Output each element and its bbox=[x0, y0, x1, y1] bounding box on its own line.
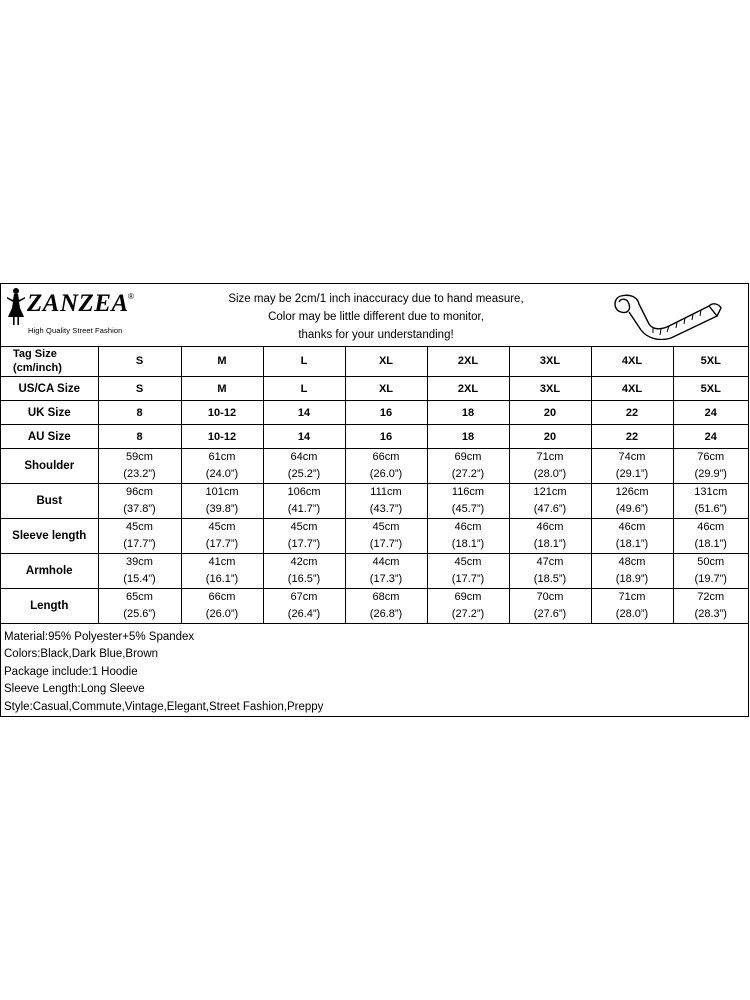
woman-silhouette-icon bbox=[5, 286, 27, 326]
table-cell: 46cm (18.1”) bbox=[591, 519, 673, 554]
table-cell: 2XL bbox=[427, 346, 509, 377]
table-cell: 72cm (28.3”) bbox=[673, 589, 748, 624]
table-cell: 69cm (27.2”) bbox=[427, 589, 509, 624]
table-cell: 44cm (17.3”) bbox=[345, 554, 427, 589]
table-cell: 47cm (18.5”) bbox=[509, 554, 591, 589]
table-row bbox=[1, 519, 748, 554]
table-cell: 2XL bbox=[427, 377, 509, 401]
table-cell: 4XL bbox=[591, 346, 673, 377]
brand-logo bbox=[5, 286, 155, 342]
table-cell: 59cm (23.2”) bbox=[98, 449, 181, 484]
table-cell: 50cm (19.7”) bbox=[673, 554, 748, 589]
table-row bbox=[1, 589, 748, 624]
table-cell: M bbox=[181, 377, 263, 401]
table-cell: 65cm (25.6”) bbox=[98, 589, 181, 624]
table-cell: 8 bbox=[98, 425, 181, 449]
table-cell: 101cm (39.8”) bbox=[181, 484, 263, 519]
table-cell: 22 bbox=[591, 401, 673, 425]
notice-line: Color may be little different due to monitor, bbox=[268, 311, 484, 323]
table-cell: 10-12 bbox=[181, 425, 263, 449]
table-cell: 45cm (17.7”) bbox=[98, 519, 181, 554]
size-table bbox=[1, 346, 748, 624]
table-cell: M bbox=[181, 346, 263, 377]
table-cell: 24 bbox=[673, 425, 748, 449]
table-cell: 66cm (26.0”) bbox=[181, 589, 263, 624]
table-cell: 18 bbox=[427, 425, 509, 449]
table-cell: 16 bbox=[345, 425, 427, 449]
table-cell: S bbox=[98, 377, 181, 401]
measurement-notice bbox=[191, 290, 561, 344]
table-cell: 45cm (17.7”) bbox=[345, 519, 427, 554]
table-cell: 22 bbox=[591, 425, 673, 449]
table-cell: 42cm (16.5”) bbox=[263, 554, 345, 589]
row-label: Armhole bbox=[1, 554, 98, 589]
table-cell: 18 bbox=[427, 401, 509, 425]
table-cell: 46cm (18.1”) bbox=[427, 519, 509, 554]
row-label: Length bbox=[1, 589, 98, 624]
table-cell: 14 bbox=[263, 401, 345, 425]
row-label: Sleeve length bbox=[1, 519, 98, 554]
table-cell: 68cm (26.8”) bbox=[345, 589, 427, 624]
brand-name: ZANZEA bbox=[27, 290, 129, 317]
table-cell: 8 bbox=[98, 401, 181, 425]
table-cell: 131cm (51.6”) bbox=[673, 484, 748, 519]
detail-line: Package include:1 Hoodie bbox=[4, 665, 138, 678]
table-cell: 5XL bbox=[673, 346, 748, 377]
table-cell: 41cm (16.1”) bbox=[181, 554, 263, 589]
row-label: Tag Size (cm/inch) bbox=[1, 346, 98, 377]
row-label: US/CA Size bbox=[1, 377, 98, 401]
header-band bbox=[1, 284, 748, 347]
table-cell: 96cm (37.8”) bbox=[98, 484, 181, 519]
row-label: Shoulder bbox=[1, 449, 98, 484]
notice-line: thanks for your understanding! bbox=[298, 329, 454, 341]
detail-line: Style:Casual,Commute,Vintage,Elegant,Street Fashion,Preppy bbox=[4, 700, 324, 713]
table-cell: 71cm (28.0”) bbox=[591, 589, 673, 624]
row-label: AU Size bbox=[1, 425, 98, 449]
table-cell: 76cm (29.9”) bbox=[673, 449, 748, 484]
table-cell: 46cm (18.1”) bbox=[509, 519, 591, 554]
table-cell: 45cm (17.7”) bbox=[181, 519, 263, 554]
detail-line: Material:95% Polyester+5% Spandex bbox=[4, 631, 195, 643]
table-cell: 48cm (18.9”) bbox=[591, 554, 673, 589]
registered-mark: ® bbox=[128, 292, 134, 301]
table-cell: 126cm (49.6”) bbox=[591, 484, 673, 519]
table-cell: 45cm (17.7”) bbox=[427, 554, 509, 589]
table-cell: 106cm (41.7”) bbox=[263, 484, 345, 519]
table-cell: 74cm (29.1”) bbox=[591, 449, 673, 484]
table-cell: 116cm (45.7”) bbox=[427, 484, 509, 519]
table-cell: 61cm (24.0”) bbox=[181, 449, 263, 484]
size-chart-sheet bbox=[0, 283, 749, 717]
table-cell: 64cm (25.2”) bbox=[263, 449, 345, 484]
detail-line: Sleeve Length:Long Sleeve bbox=[4, 683, 145, 696]
table-cell: 24 bbox=[673, 401, 748, 425]
table-row bbox=[1, 449, 748, 484]
table-cell: 111cm (43.7”) bbox=[345, 484, 427, 519]
table-cell: 5XL bbox=[673, 377, 748, 401]
table-cell: 67cm (26.4”) bbox=[263, 589, 345, 624]
row-label: Bust bbox=[1, 484, 98, 519]
table-cell: 66cm (26.0”) bbox=[345, 449, 427, 484]
table-cell: 3XL bbox=[509, 346, 591, 377]
table-cell: 20 bbox=[509, 425, 591, 449]
table-cell: 45cm (17.7”) bbox=[263, 519, 345, 554]
table-cell: 20 bbox=[509, 401, 591, 425]
table-row bbox=[1, 401, 748, 425]
table-row bbox=[1, 377, 748, 401]
detail-line: Colors:Black,Dark Blue,Brown bbox=[4, 648, 159, 661]
table-cell: 10-12 bbox=[181, 401, 263, 425]
table-cell: XL bbox=[345, 346, 427, 377]
table-cell: 4XL bbox=[591, 377, 673, 401]
table-row bbox=[1, 554, 748, 589]
table-cell: 39cm (15.4”) bbox=[98, 554, 181, 589]
row-label: UK Size bbox=[1, 401, 98, 425]
table-cell: 70cm (27.6”) bbox=[509, 589, 591, 624]
table-cell: XL bbox=[345, 377, 427, 401]
table-cell: 71cm (28.0”) bbox=[509, 449, 591, 484]
table-cell: 46cm (18.1”) bbox=[673, 519, 748, 554]
measuring-tape-icon bbox=[609, 288, 724, 340]
notice-line: Size may be 2cm/1 inch inaccuracy due to hand measure, bbox=[228, 293, 524, 305]
table-cell: L bbox=[263, 346, 345, 377]
table-row bbox=[1, 346, 748, 377]
table-cell: L bbox=[263, 377, 345, 401]
product-details bbox=[4, 629, 744, 716]
table-row bbox=[1, 425, 748, 449]
table-cell: 121cm (47.6”) bbox=[509, 484, 591, 519]
table-cell: S bbox=[98, 346, 181, 377]
brand-tagline: High Quality Street Fashion bbox=[28, 326, 123, 335]
table-cell: 3XL bbox=[509, 377, 591, 401]
table-cell: 69cm (27.2”) bbox=[427, 449, 509, 484]
table-cell: 14 bbox=[263, 425, 345, 449]
table-row bbox=[1, 484, 748, 519]
table-cell: 16 bbox=[345, 401, 427, 425]
